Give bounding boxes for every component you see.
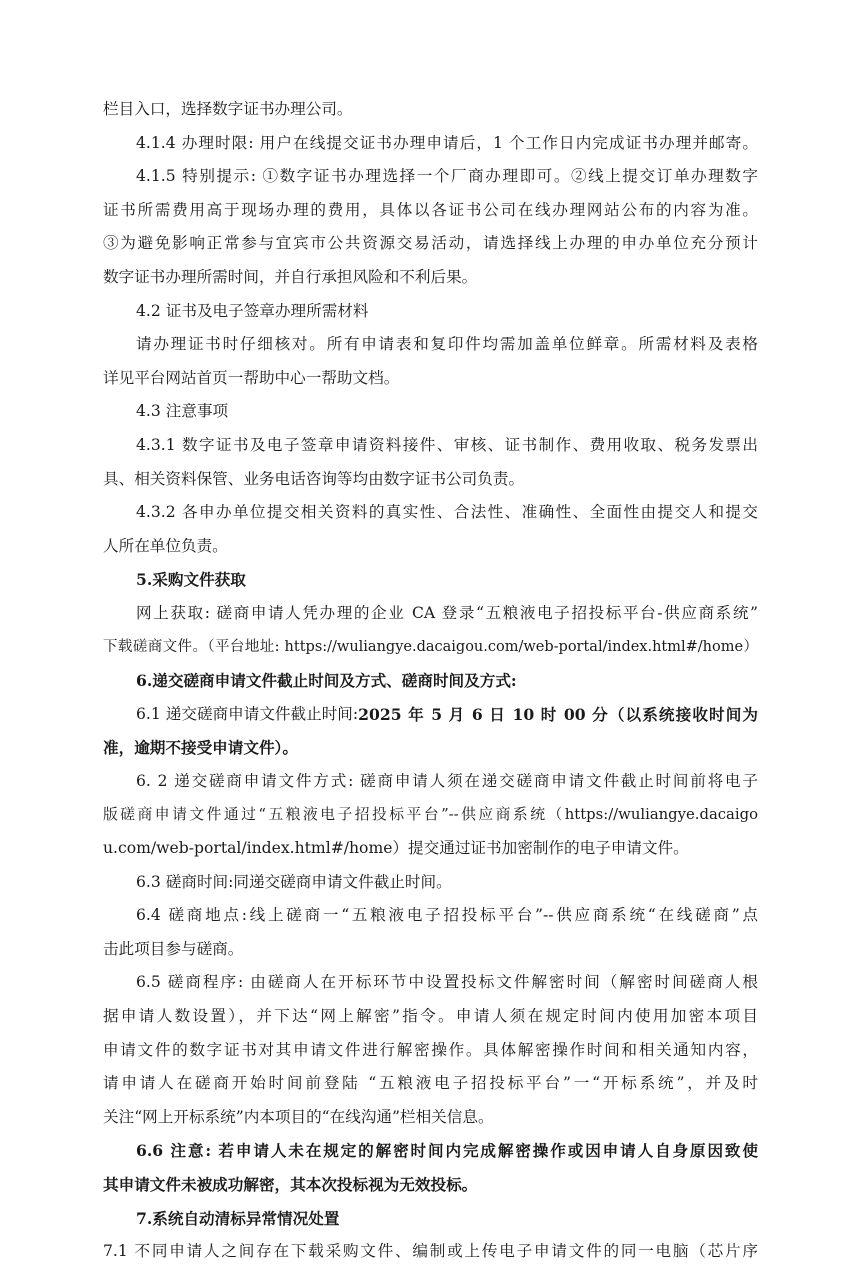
text-span: 5.采购文件获取 (136, 570, 246, 590)
text-line (103, 933, 758, 967)
text-line (103, 328, 758, 362)
text-span: 证书所需费用高于现场办理的费用，具体以各证书公司在线办理网站公布的内容为准。 (103, 200, 758, 219)
section-heading (103, 563, 758, 597)
text-span: 准，逾期不接受申请文件）。 (103, 738, 298, 758)
text-span: 6.递交磋商申请文件截止时间及方式、磋商时间及方式: (136, 671, 517, 691)
text-span: 版磋商申请文件通过“五粮液电子招投标平台”--供应商系统（https://wuliangye.dacaigo (103, 806, 758, 824)
text-span: 详见平台网站首页一帮助中心一帮助文档。 (103, 368, 400, 387)
text-span: 具、相关资料保管、业务电话咨询等均由数字证书公司负责。 (103, 469, 525, 488)
section-heading (103, 664, 758, 698)
text-line (103, 1101, 758, 1135)
text-line (103, 227, 758, 261)
text-span: 网上获取: 磋商申请人凭办理的企业 CA 登录“五粮液电子招投标平台-供应商系统” (136, 603, 758, 622)
text-line (103, 832, 758, 866)
text-line (103, 127, 758, 161)
text-span: 6.5 磋商程序: 由磋商人在开标环节中设置投标文件解密时间（解密时间磋商人根 (136, 973, 758, 992)
text-span: 人所在单位负责。 (103, 536, 228, 555)
text-line (103, 731, 758, 765)
text-line (103, 866, 758, 900)
notice-line (103, 1134, 758, 1168)
text-span: 4.1.4 办理时限: 用户在线提交证书办理申请后，1 个工作日内完成证书办理并邮寄。 (136, 133, 758, 152)
section-heading (103, 295, 758, 329)
text-line (103, 597, 758, 631)
section-heading (103, 395, 758, 429)
text-span: 4.3.1 数字证书及电子签章申请资料接件、审核、证书制作、费用收取、税务发票出 (136, 435, 758, 454)
text-line (103, 93, 758, 127)
text-span: 请申请人在磋商开始时间前登陆 “五粮液电子招投标平台”一“开标系统”，并及时 (103, 1074, 758, 1093)
text-line (103, 261, 758, 295)
text-span: 6.3 磋商时间:同递交磋商申请文件截止时间。 (136, 872, 452, 891)
text-span: 栏目入口，选择数字证书办理公司。 (103, 100, 353, 118)
text-span: 击此项目参与磋商。 (103, 939, 244, 958)
text-span: 6.1 递交磋商申请文件截止时间: (136, 704, 359, 723)
text-span: ③为避免影响正常参与宜宾市公共资源交易活动，请选择线上办理的申办单位充分预计 (103, 234, 758, 253)
text-line (103, 631, 758, 665)
text-line (103, 496, 758, 530)
text-span: 关注“网上开标系统”内本项目的“在线沟通”栏相关信息。 (103, 1107, 494, 1126)
deadline-text: 2025 年 5 月 6 日 10 时 00 分（以系统接收时间为 (358, 704, 758, 724)
text-line (103, 160, 758, 194)
text-line (103, 463, 758, 497)
text-line (103, 966, 758, 1000)
text-span: 4.2 证书及电子签章办理所需材料 (136, 301, 369, 320)
text-span: 7.1 不同申请人之间存在下载采购文件、编制或上传电子申请文件的同一电脑（芯片序 (103, 1242, 758, 1261)
text-span: 请办理证书时仔细核对。所有申请表和复印件均需加盖单位鲜章。所需材料及表格 (136, 335, 758, 354)
text-span: 7.系统自动清标异常情况处置 (136, 1208, 340, 1228)
text-span: 6. 2 递交磋商申请文件方式: 磋商申请人须在递交磋商申请文件截止时间前将电子 (136, 771, 758, 790)
text-line (103, 899, 758, 933)
text-span: 6.6 注意: 若申请人未在规定的解密时间内完成解密操作或因申请人自身原因致使 (136, 1141, 758, 1161)
text-line (103, 1000, 758, 1034)
text-line (103, 429, 758, 463)
section-heading (103, 1202, 758, 1236)
text-line (103, 1034, 758, 1068)
text-span: 下载磋商文件。（平台地址: https://wuliangye.dacaigou.com/web-portal/index.html#/home） (103, 638, 758, 655)
text-line (103, 1235, 758, 1269)
text-span: 6.4 磋商地点:线上磋商一“五粮液电子招投标平台”--供应商系统“在线磋商”点 (136, 906, 758, 925)
document-page (103, 93, 758, 1269)
text-line (103, 1067, 758, 1101)
text-span: 数字证书办理所需时间，并自行承担风险和不利后果。 (103, 267, 478, 286)
text-line (103, 698, 758, 732)
text-span: 4.1.5 特别提示: ①数字证书办理选择一个厂商办理即可。②线上提交订单办理数字 (136, 167, 758, 186)
text-span: 4.3.2 各申办单位提交相关资料的真实性、合法性、准确性、全面性由提交人和提交 (136, 503, 758, 522)
text-line (103, 194, 758, 228)
text-span: 4.3 注意事项 (136, 402, 229, 421)
text-span: u.com/web-portal/index.html#/home）提交通过证书加密制作的电子申请文件。 (103, 839, 689, 858)
notice-line (103, 1168, 758, 1202)
text-line (103, 798, 758, 832)
text-line (103, 530, 758, 564)
text-span: 其申请文件未被成功解密，其本次投标视为无效投标。 (103, 1175, 478, 1194)
text-span: 据申请人数设置），并下达“网上解密”指令。申请人须在规定时间内使用加密本项目 (103, 1007, 758, 1026)
text-line (103, 362, 758, 396)
text-span: 申请文件的数字证书对其申请文件进行解密操作。具体解密操作时间和相关通知内容， (103, 1040, 758, 1059)
text-line (103, 765, 758, 799)
